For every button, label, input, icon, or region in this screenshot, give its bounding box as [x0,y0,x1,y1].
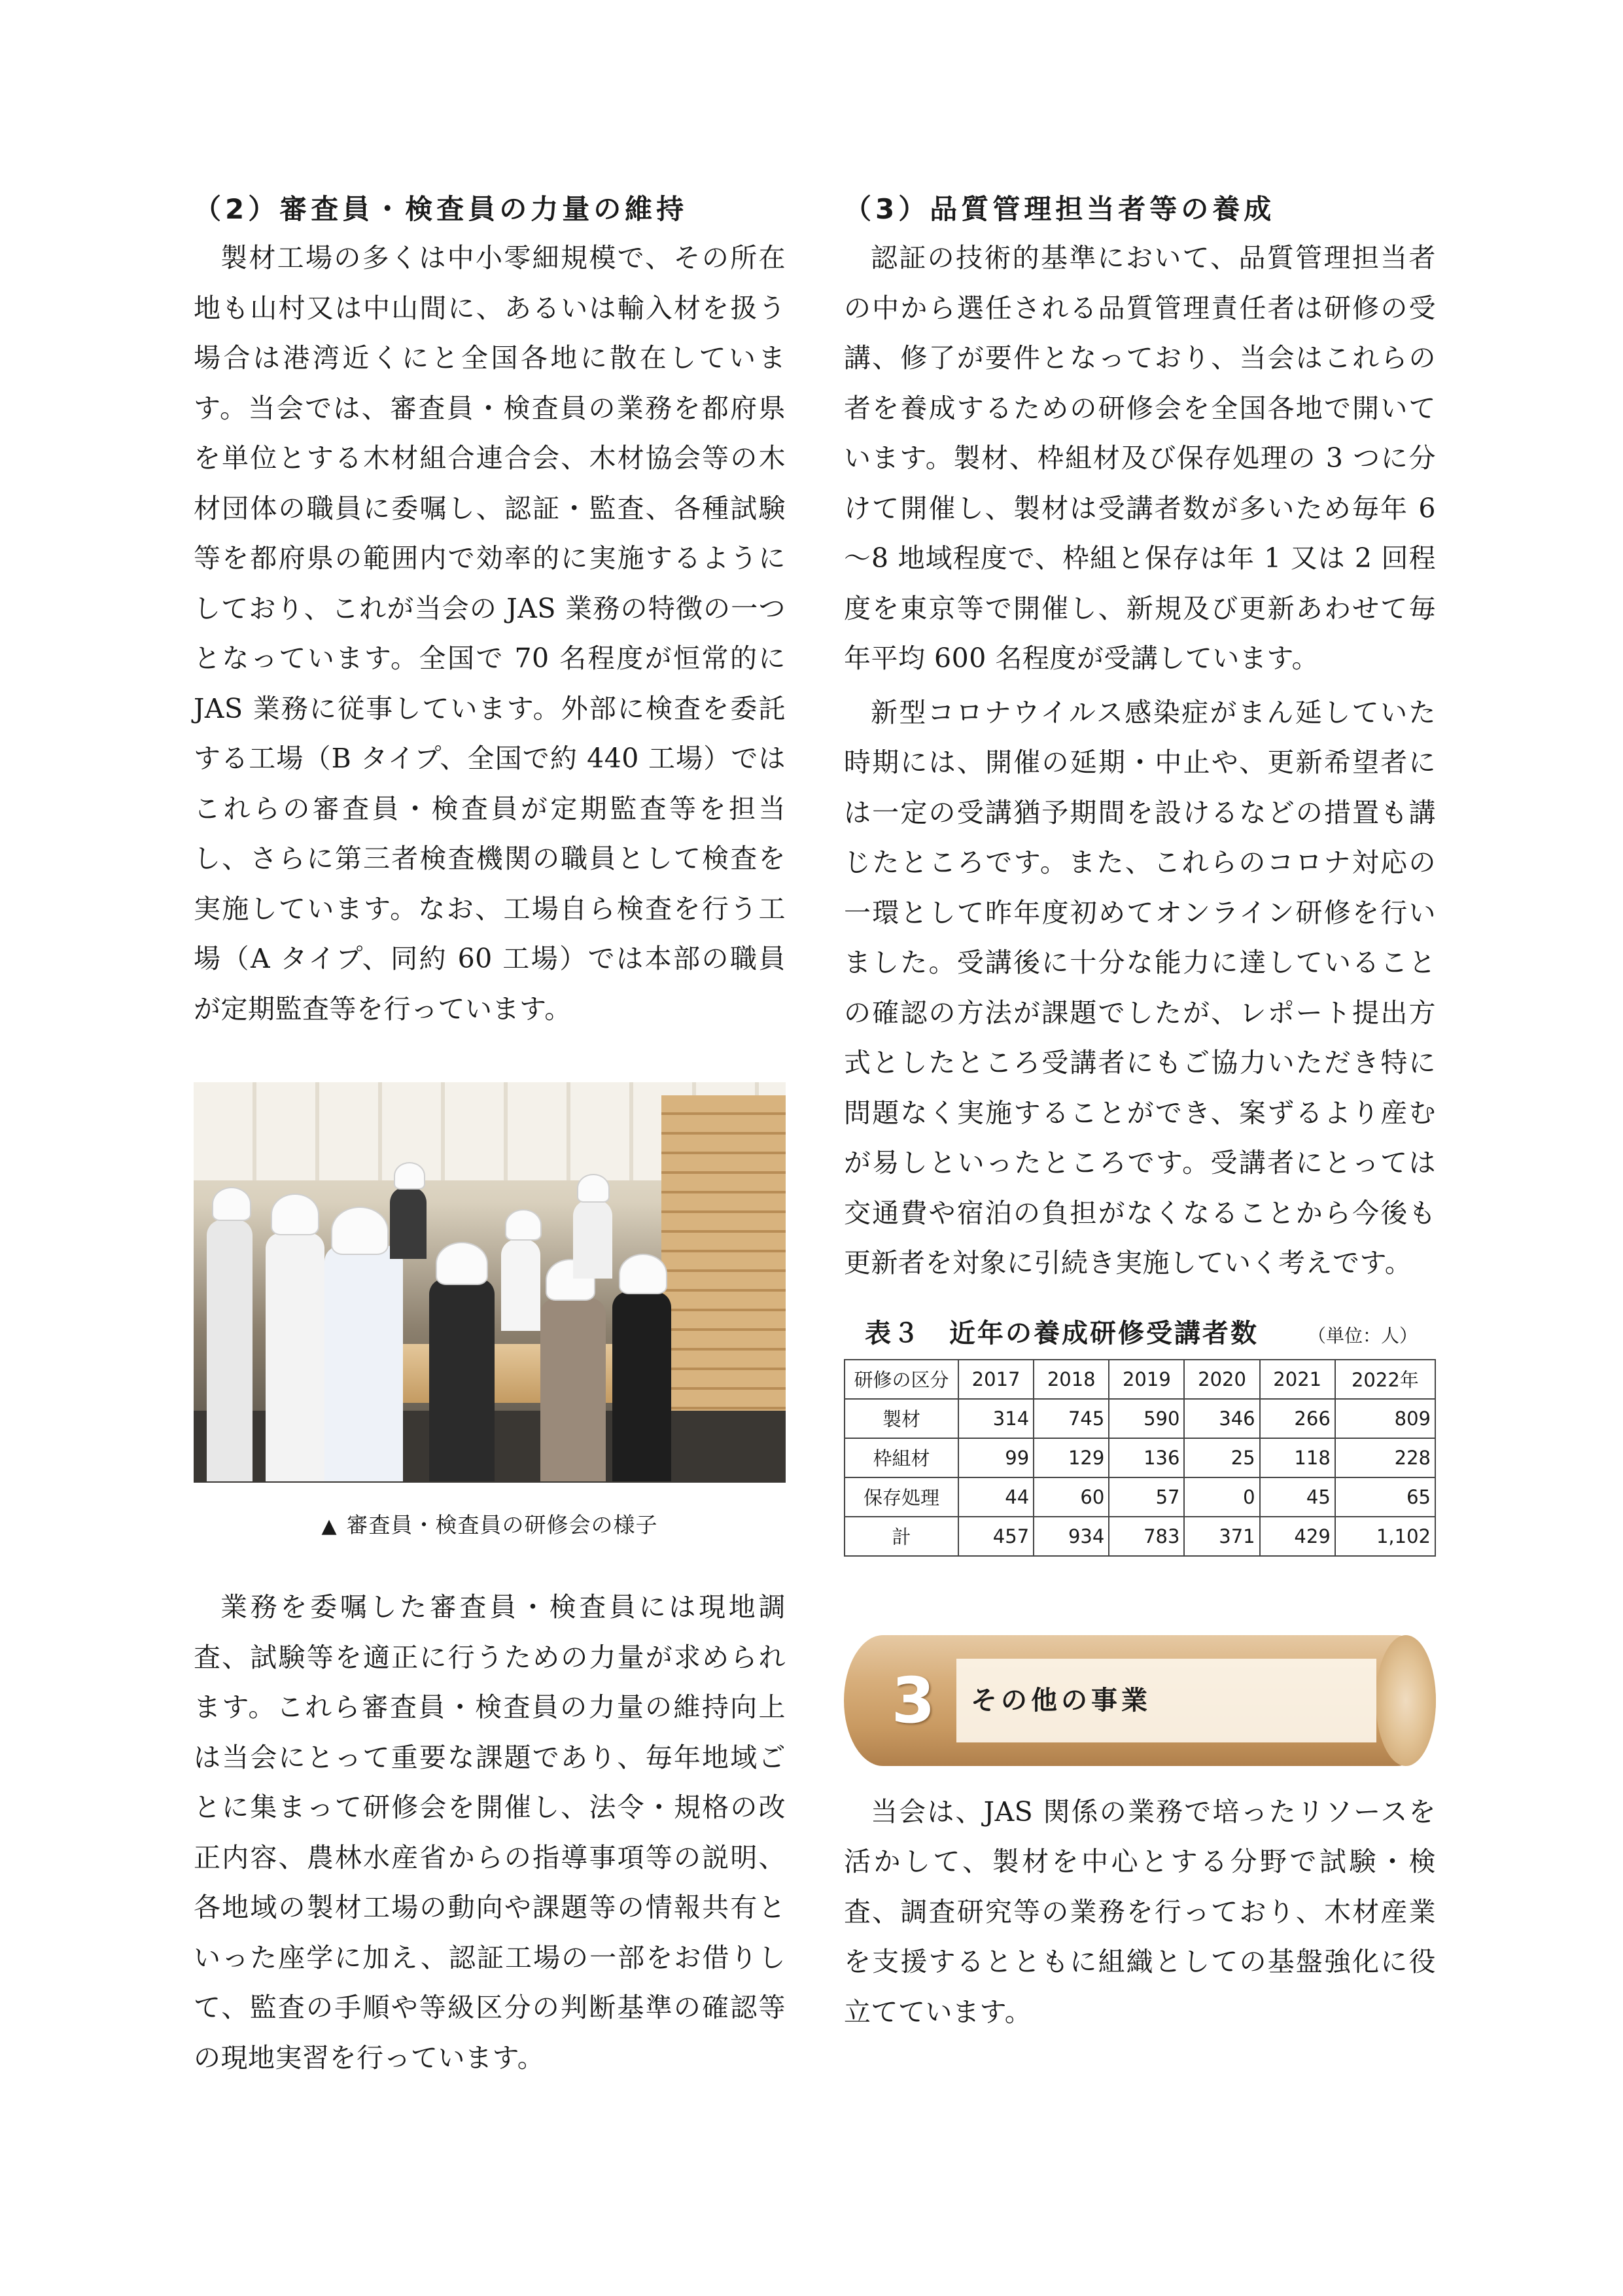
person-figure [501,1239,540,1331]
table-cell: 65 [1335,1477,1435,1517]
table-cell: 枠組材 [845,1438,958,1477]
table-cell: 745 [1034,1399,1109,1438]
person-figure [573,1200,612,1279]
table-header-cell: 2018 [1034,1360,1109,1399]
table-cell: 346 [1184,1399,1259,1438]
table-cell: 809 [1335,1399,1435,1438]
person-figure [207,1220,253,1481]
helmet [394,1162,425,1190]
table-header-row [845,1360,1435,1399]
person-figure [612,1292,671,1481]
photo-caption-text: 審査員・検査員の研修会の様子 [346,1512,658,1538]
table-cell: 計 [845,1517,958,1556]
table-header-cell: 2019 [1109,1360,1184,1399]
paragraph-other-business: 当会は、JAS 関係の業務で培ったリソースを活かして、製材を中心とする分野で試験・検査、調査研究等の業務を行っており、木材産業を支援するとともに組織としての基盤強化に役立てています。 [844,1795,1436,2028]
table-cell: 590 [1109,1399,1184,1438]
table-cell: 0 [1184,1477,1259,1517]
paragraph-inspectors-structure: 製材工場の多くは中小零細規模で、その所在地も山村又は中山間に、あるいは輸入材を扱う場合は港湾近くにと全国各地に散在しています。当会では、審査員・検査員の業務を都府県を単位とする木材組合連合会、木材協会等の木材団体の職員に委嘱し、認証・監査、各種試験等を都府県の範囲内で効率的に実施するようにしており、これが当会の JAS 業務の特徴の一つとなっています。全国で 70 名程度が恒常的に JAS 業務に従事しています。外部に検査を委託する工場（B タイプ、全国で約 440 工場）ではこれらの審査員・検査員が定期監査等を担当し、さらに第三者検査機関の職員として検査を実施しています。なお、工場自ら検査を行う工場（A タイプ、同約 60 工場）では本部の職員が定期監査等を行っています。 [194,242,786,1025]
section-title-box [956,1659,1376,1742]
person-figure [390,1187,427,1259]
section-3-banner [844,1635,1436,1766]
right-column [844,190,1436,2037]
table-row [845,1438,1435,1477]
table-cell: 保存処理 [845,1477,958,1517]
section-3-title: その他の事業 [971,1685,1151,1716]
helmet [577,1174,610,1203]
log-end-graphic [1376,1635,1436,1766]
table-cell: 45 [1260,1477,1335,1517]
training-photo [194,1082,786,1483]
table-header-cell: 研修の区分 [845,1360,958,1399]
helmet [505,1209,542,1241]
table-cell: 228 [1335,1438,1435,1477]
section-heading-2: （2）審査員・検査員の力量の維持 [194,193,688,225]
helmet [331,1207,389,1255]
person-figure [429,1279,495,1481]
table-cell: 266 [1260,1399,1335,1438]
table-header-cell: 2017 [958,1360,1034,1399]
helmet [212,1187,251,1221]
table-cell: 25 [1184,1438,1259,1477]
table-title: 表３ 近年の養成研修受講者数 [865,1318,1259,1349]
table-cell: 934 [1034,1517,1109,1556]
table-cell: 129 [1034,1438,1109,1477]
trainee-count-table [844,1359,1436,1557]
black-up-triangle-icon: ▲ [321,1515,338,1538]
table-header-cell: 2022年 [1335,1360,1435,1399]
table-row [845,1399,1435,1438]
section-number: 3 [891,1663,935,1737]
person-figure [540,1298,606,1481]
table-header-cell: 2020 [1184,1360,1259,1399]
table-header-cell: 2021 [1260,1360,1335,1399]
person-figure [324,1246,403,1481]
table-cell: 60 [1034,1477,1109,1517]
table-cell: 製材 [845,1399,958,1438]
helmet [271,1193,319,1235]
table-cell: 136 [1109,1438,1184,1477]
photo-caption [194,1509,786,1543]
table-cell: 44 [958,1477,1034,1517]
table-cell: 429 [1260,1517,1335,1556]
paragraph-inspector-training: 業務を委嘱した審査員・検査員には現地調査、試験等を適正に行うための力量が求められます。これら審査員・検査員の力量の維持向上は当会にとって重要な課題であり、毎年地域ごとに集まって研修会を開催し、法令・規格の改正内容、農林水産省からの指導事項等の説明、各地域の製材工場の動向や課題等の情報共有といった座学に加え、認証工場の一部をお借りして、監査の手順や等級区分の判断基準の確認等の現地実習を行っています。 [194,1591,786,2074]
helmet [619,1254,667,1294]
table-cell: 314 [958,1399,1034,1438]
table-cell: 371 [1184,1517,1259,1556]
table-row-total [845,1517,1435,1556]
table-cell: 457 [958,1517,1034,1556]
paragraph-quality-manager-training: 認証の技術的基準において、品質管理担当者の中から選任される品質管理責任者は研修の受講、修了が要件となっており、当会はこれらの者を養成するための研修会を全国各地で開いています。製材、枠組材及び保存処理の 3 つに分けて開催し、製材は受講者数が多いため毎年 6～8 地域程度で、枠組と保存は年 1 又は 2 回程度を東京等で開催し、新規及び更新あわせて毎年平均 600 名程度が受講しています。 [844,242,1436,674]
table-unit: （単位：人） [1307,1324,1418,1347]
table-cell: 57 [1109,1477,1184,1517]
person-figure [266,1233,324,1481]
table-cell: 99 [958,1438,1034,1477]
table-cell: 783 [1109,1517,1184,1556]
paragraph-covid-online: 新型コロナウイルス感染症がまん延していた時期には、開催の延期・中止や、更新希望者には一定の受講猶予期間を設けるなどの措置も講じたところです。また、これらのコロナ対応の一環として昨年度初めてオンライン研修を行いました。受講後に十分な能力に達していることの確認の方法が課題でしたが、レポート提出方式としたところ受講者にもご協力いただき特に問題なく実施することができ、案ずるより産むが易しといったところです。受講者にとっては交通費や宿泊の負担がなくなることから今後も更新者を対象に引続き実施していく考えです。 [844,696,1436,1279]
table-row [845,1477,1435,1517]
helmet [436,1242,488,1285]
left-column [194,190,786,2083]
table-title-row [844,1315,1436,1352]
section-heading-3: （3）品質管理担当者等の養成 [844,193,1276,225]
table-cell: 1,102 [1335,1517,1435,1556]
table-cell: 118 [1260,1438,1335,1477]
